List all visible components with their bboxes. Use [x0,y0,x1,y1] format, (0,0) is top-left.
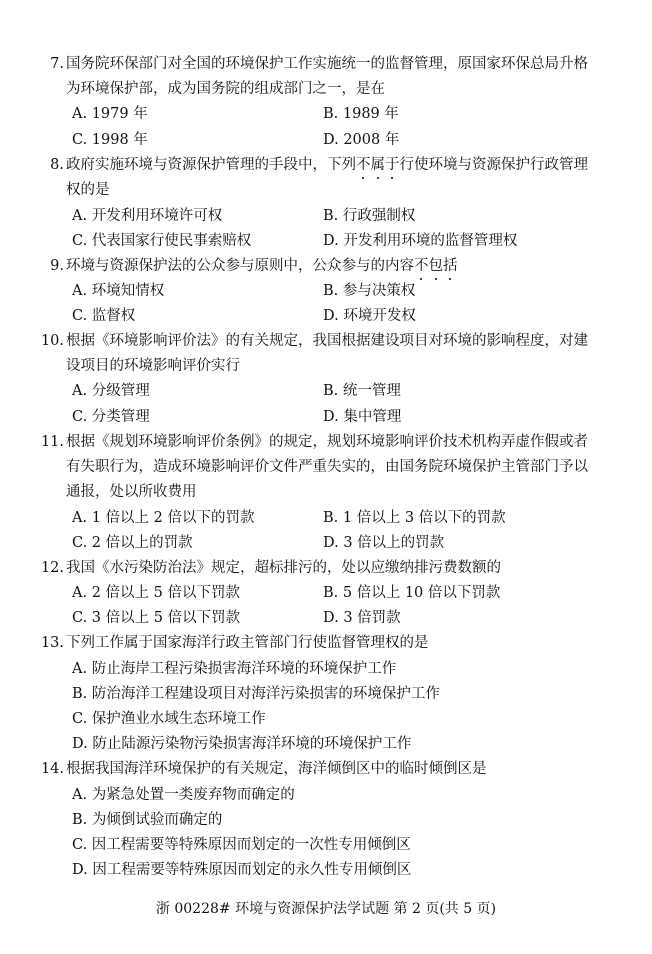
question-stem-line: 根据《规划环境影响评价条例》的规定，规划环境影响评价技术机构弄虚作假或者 [66,434,588,450]
option-d: D. 3 倍以上的罚款 [323,535,445,551]
option-b: B. 防治海洋工程建设项目对海洋污染损害的环境保护工作 [72,686,440,702]
option-a: A. 环境知情权 [72,283,165,299]
question-number: 14. [40,761,64,777]
option-c: C. 因工程需要等特殊原因而划定的一次性专用倾倒区 [72,837,411,853]
option-c: C. 监督权 [72,308,136,324]
question-stem-line: 政府实施环境与资源保护管理的手段中，下列不属于行使环境与资源保护行政管理 [66,157,588,173]
option-b: B. 行政强制权 [323,208,416,224]
option-a: A. 开发利用环境许可权 [72,208,223,224]
question-number: 9. [50,258,64,274]
option-b: B. 为倾倒试验而确定的 [72,812,223,828]
option-d: D. 集中管理 [323,409,402,425]
option-b: B. 1989 年 [323,106,399,122]
question-number: 10. [40,333,64,349]
option-a: A. 分级管理 [72,383,150,399]
question-number: 7. [50,56,64,72]
question-stem-line: 为环境保护部，成为国务院的组成部门之一，是在 [66,81,385,97]
question-number: 13. [40,635,64,651]
question-number: 11. [40,434,64,450]
option-d: D. 3 倍罚款 [323,610,401,626]
question-stem-line: 国务院环保部门对全国的环境保护工作实施统一的监督管理，原国家环保总局升格 [66,56,588,72]
question-stem-line: 设项目的环境影响评价实行 [66,358,240,374]
option-b: B. 1 倍以上 3 倍以下的罚款 [323,510,506,526]
option-c: C. 3 倍以上 5 倍以下罚款 [72,610,241,626]
option-c: C. 1998 年 [72,132,148,148]
option-c: C. 保护渔业水域生态环境工作 [72,711,266,727]
question-stem-line: 权的是 [66,182,110,198]
option-c: C. 代表国家行使民事索赔权 [72,233,252,249]
question-number: 12. [40,560,64,576]
page-footer: 浙 00228# 环境与资源保护法学试题 第 2 页(共 5 页) [155,901,497,917]
option-a: A. 1 倍以上 2 倍以下的罚款 [72,510,255,526]
question-number: 8. [50,157,64,173]
option-d: D. 开发利用环境的监督管理权 [323,233,518,249]
option-c: C. 分类管理 [72,409,150,425]
question-stem-line: 根据我国海洋环境保护的有关规定，海洋倾倒区中的临时倾倒区是 [66,761,487,777]
option-a: A. 为紧急处置一类废弃物而确定的 [72,787,295,803]
question-stem-line: 有失职行为，造成环境影响评价文件严重失实的，由国务院环境保护主管部门予以 [66,459,588,475]
option-b: B. 统一管理 [323,383,401,399]
option-d: D. 2008 年 [323,132,400,148]
option-b: B. 5 倍以上 10 倍以下罚款 [323,585,501,601]
option-a: A. 1979 年 [72,106,148,122]
option-d: D. 环境开发权 [323,308,416,324]
question-stem-line: 我国《水污染防治法》规定，超标排污的，处以应缴纳排污费数额的 [66,560,501,576]
option-a: A. 防止海岸工程污染损害海洋环境的环境保护工作 [72,661,397,677]
option-b: B. 参与决策权 [323,283,416,299]
option-a: A. 2 倍以上 5 倍以下罚款 [72,585,240,601]
question-stem-line: 环境与资源保护法的公众参与原则中，公众参与的内容不包括 [66,258,458,274]
option-d: D. 因工程需要等特殊原因而划定的永久性专用倾倒区 [72,862,412,878]
option-d: D. 防止陆源污染物污染损害海洋环境的环境保护工作 [72,736,412,752]
question-stem-line: 下列工作属于国家海洋行政主管部门行使监督管理权的是 [66,635,429,651]
option-c: C. 2 倍以上的罚款 [72,535,193,551]
question-stem-line: 根据《环境影响评价法》的有关规定，我国根据建设项目对环境的影响程度，对建 [66,333,588,349]
question-stem-line: 通报，处以所收费用 [66,484,197,500]
